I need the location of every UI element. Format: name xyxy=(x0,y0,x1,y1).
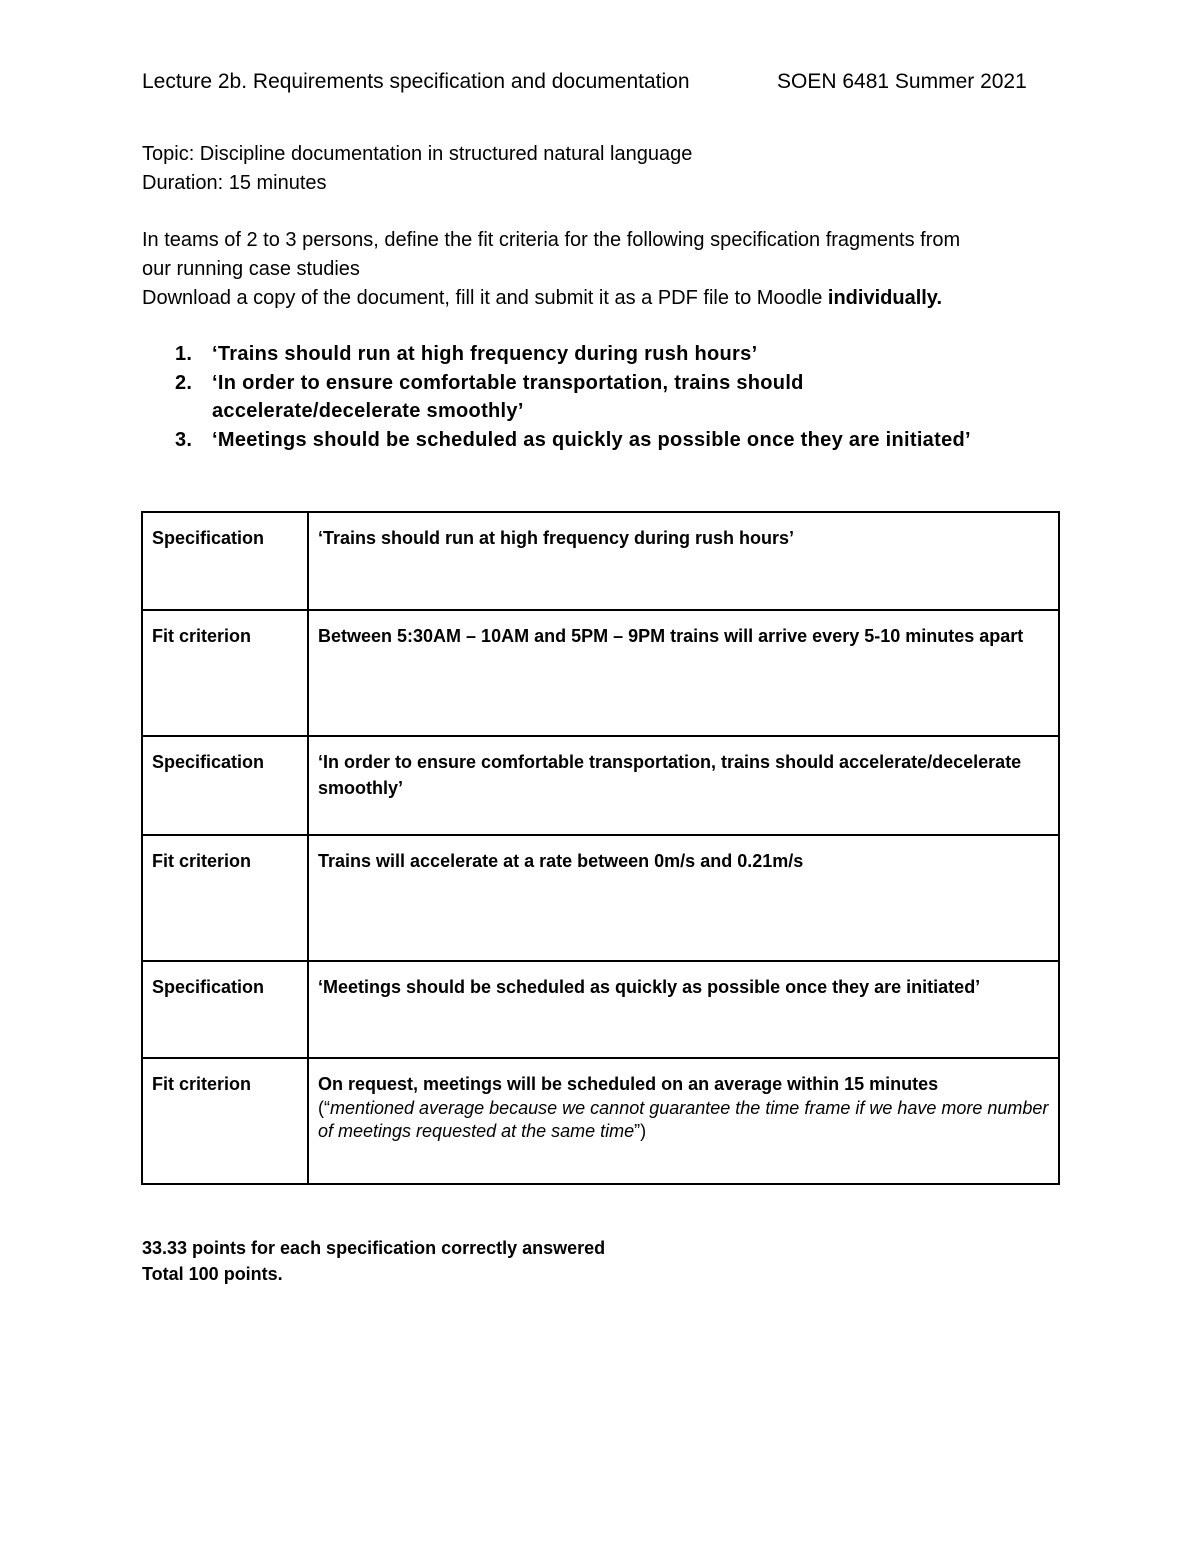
row-content: Trains will accelerate at a rate between 0m/s and 0.21m/s xyxy=(308,835,1059,961)
list-item-text: ‘Trains should run at high frequency during rush hours’ xyxy=(212,343,758,365)
grading-footer xyxy=(142,1235,605,1287)
table-row xyxy=(142,835,1059,961)
row-content: Between 5:30AM – 10AM and 5PM – 9PM trains will arrive every 5-10 minutes apart xyxy=(308,610,1059,736)
document-header-title: Lecture 2b. Requirements specification and documentation xyxy=(142,70,690,93)
note-italic-text: mentioned average because we cannot guarantee the time frame if we have more number of meetings requested at the same time xyxy=(318,1098,1049,1141)
list-item-text: ‘Meetings should be scheduled as quickly as possible once they are initiated’ xyxy=(212,428,971,451)
table-row xyxy=(142,736,1059,835)
list-item-text-continued: accelerate/decelerate smoothly’ xyxy=(212,400,524,422)
row-label: Specification xyxy=(142,736,308,835)
table-row xyxy=(142,1058,1059,1184)
list-item-text: ‘In order to ensure comfortable transportation, trains should xyxy=(212,371,804,394)
document-header-course: SOEN 6481 Summer 2021 xyxy=(777,70,1027,93)
list-item xyxy=(175,426,971,455)
download-emphasis: individually. xyxy=(827,287,942,309)
note-open-quote: (“ xyxy=(318,1098,330,1118)
total-points: Total 100 points. xyxy=(142,1264,283,1284)
download-instruction xyxy=(142,284,960,313)
download-text: Download a copy of the document, fill it and submit it as a PDF file to Moodle xyxy=(142,287,828,309)
fit-criteria-table xyxy=(141,511,1060,1185)
row-label: Fit criterion xyxy=(142,1058,308,1184)
row-content: ‘Trains should run at high frequency during rush hours’ xyxy=(308,512,1059,610)
table-row xyxy=(142,512,1059,610)
instructions-paragraph xyxy=(142,226,960,313)
fit-criterion-text: On request, meetings will be scheduled on an average within 15 minutes xyxy=(318,1074,939,1094)
row-label: Specification xyxy=(142,512,308,610)
list-item xyxy=(175,369,971,426)
duration-line: Duration: 15 minutes xyxy=(142,172,327,194)
instructions-line-1: In teams of 2 to 3 persons, define the fit criteria for the following specification fragments from xyxy=(142,229,961,251)
table-row xyxy=(142,961,1059,1058)
row-content xyxy=(308,1058,1059,1184)
instructions-line-2: our running case studies xyxy=(142,258,360,280)
topic-line: Topic: Discipline documentation in structured natural language xyxy=(142,143,693,165)
points-per-specification: 33.33 points for each specification correctly answered xyxy=(142,1238,606,1258)
row-label: Fit criterion xyxy=(142,610,308,736)
specification-list xyxy=(175,340,971,454)
list-item-number: 1. xyxy=(175,343,193,365)
list-item xyxy=(175,340,971,369)
row-label: Specification xyxy=(142,961,308,1058)
note-close-quote: ”) xyxy=(634,1121,647,1141)
fit-criterion-note xyxy=(318,1097,1049,1143)
table-row xyxy=(142,610,1059,736)
list-item-number: 3. xyxy=(175,428,193,451)
row-content: ‘Meetings should be scheduled as quickly as possible once they are initiated’ xyxy=(308,961,1059,1058)
row-content: ‘In order to ensure comfortable transportation, trains should accelerate/decelerate smoothly’ xyxy=(308,736,1059,835)
row-label: Fit criterion xyxy=(142,835,308,961)
list-item-number: 2. xyxy=(175,371,193,394)
